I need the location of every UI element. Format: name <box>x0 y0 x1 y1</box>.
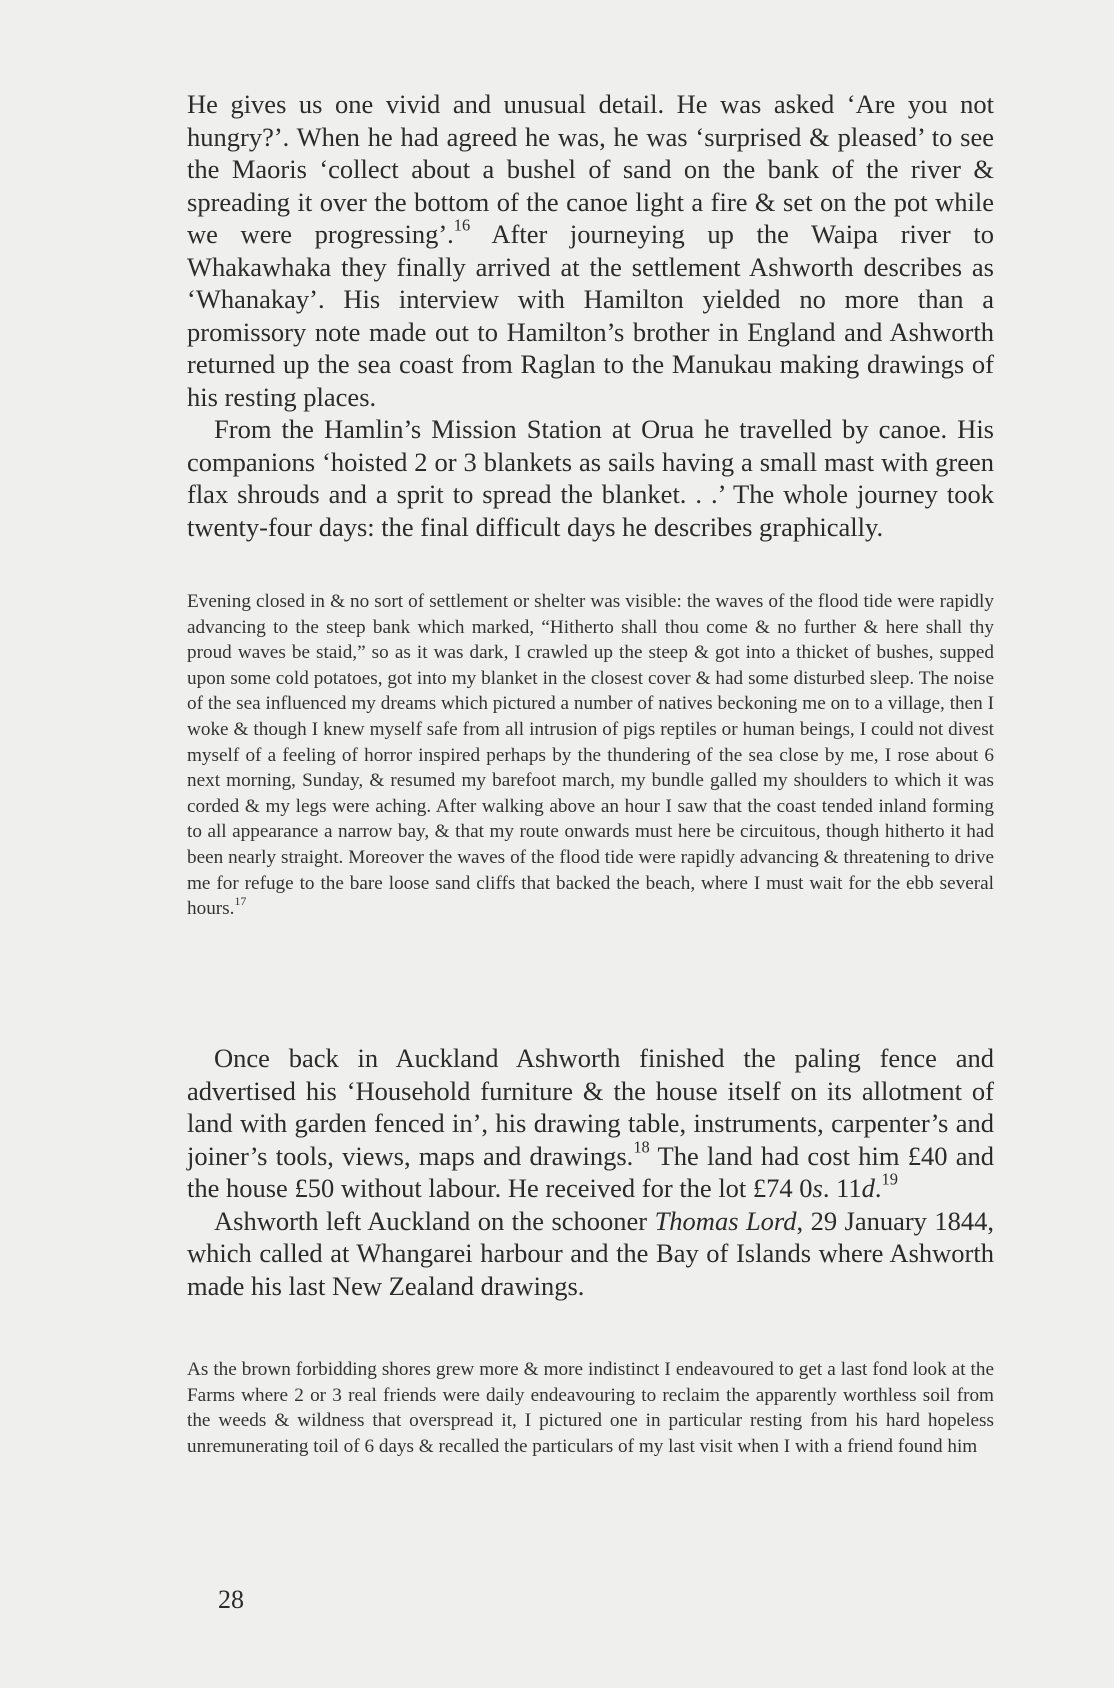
quote-text: As the brown forbidding shores grew more & more indistinct I endeavoured to get a last fond look at the Farms where 2 or 3 real friends were daily endeavouring to reclaim the apparently worthless soil from the weeds & wildness that overspread it, I pictured one in particular resting from his hard hopeless unremunerating toil of 6 days & recalled the particulars of my last visit when I with a friend found him <box>187 1359 994 1457</box>
paragraph-text: . 11 <box>822 1173 862 1203</box>
paragraph-text: From the Hamlin’s Mission Station at Orua he travelled by canoe. His companions ‘hoisted 2 or 3 blankets as sails having a small mast with green flax shrouds and a sprit to spread the blanket. . .’ The whole journey took twenty-four days: the final difficult days he describes graphically. <box>187 414 994 542</box>
paragraph-schooner <box>187 1205 994 1303</box>
block-quote-shores <box>187 1357 994 1459</box>
quote-paragraph <box>187 1357 994 1459</box>
paragraph-text: The land had cost him £40 and the house £50 without labour. He received for the lot £74 0 <box>187 1140 995 1203</box>
paragraph-canoe <box>187 413 994 543</box>
footnote-ref-17: 17 <box>234 894 247 909</box>
paragraph-hungry <box>187 88 994 413</box>
paragraph-text: He gives us one vivid and unusual detail. He was asked ‘Are you not hungry?’. When he had agreed he was, he was ‘surprised & pleased’ to see the Maoris ‘collect about a bushel of sand on the bank of the river & spreading it over the bottom of the canoe light a fire & set on the pot while we were progressing’. <box>187 89 994 249</box>
ship-name: Thomas Lord <box>654 1205 797 1236</box>
paragraph-text: After journeying up the Waipa river to Whakawhaka they finally arrived at the settlement Ashworth describes as ‘Whanakay’. His interview with Hamilton yielded no more than a promissory note made out to Hamilton’s brother in England and Ashworth returned up the sea coast from Raglan to the Manukau making drawings of his resting places. <box>187 219 994 412</box>
paragraph-text: . <box>874 1173 882 1203</box>
shilling-abbr: s <box>812 1173 823 1203</box>
lower-narrative <box>187 1042 994 1302</box>
page-number: 28 <box>218 1585 244 1614</box>
paragraph-text: , 29 January 1844, which called at Whangarei harbour and the Bay of Islands where Ashworth made his last New Zealand drawings. <box>187 1205 994 1301</box>
footnote-ref-16: 16 <box>453 215 471 235</box>
footnote-ref-18: 18 <box>633 1137 650 1157</box>
paragraph-text: Once back in Auckland Ashworth finished the paling fence and advertised his ‘Household furniture & the house itself on its allotment of land with garden fenced in’, his drawing table, instruments, carpenter’s and joiner’s tools, views, maps and drawings. <box>187 1043 994 1171</box>
footnote-ref-19: 19 <box>881 1169 898 1189</box>
paragraph-text: Ashworth left Auckland on the schooner <box>214 1205 655 1236</box>
pence-abbr: d <box>861 1173 875 1203</box>
quote-paragraph <box>187 589 994 922</box>
quote-text: Evening closed in & no sort of settlement or shelter was visible: the waves of the flood tide were rapidly advancing to the steep bank which marked, “Hitherto shall thou come & no further & here shall thy proud waves be staid,” so as it was dark, I crawled up the steep & got into a thicket of bushes, supped upon some cold potatoes, got into my blanket in the closest cover & had some disturbed sleep. The noise of the sea influenced my dreams which pictured a number of natives beckoning me on to a village, then I woke & though I knew myself safe from all intrusion of pigs reptiles or human beings, I could not divest myself of a feeling of horror inspired perhaps by the thundering of the sea close by me, I rose about 6 next morning, Sunday, & resumed my barefoot march, my bundle galled my shoulders to which it was corded & my legs were aching. After walking above an hour I saw that the coast tended inland forming to all appearance a narrow bay, & that my route onwards must here be circuitous, though hitherto it had been nearly straight. Moreover the waves of the flood tide were rapidly advancing & threatening to drive me for refuge to the bare loose sand cliffs that backed the beach, where I must wait for the ebb several hours. <box>187 591 994 920</box>
upper-narrative <box>187 88 994 543</box>
paragraph-auckland <box>187 1042 994 1205</box>
block-quote-evening <box>187 589 994 922</box>
